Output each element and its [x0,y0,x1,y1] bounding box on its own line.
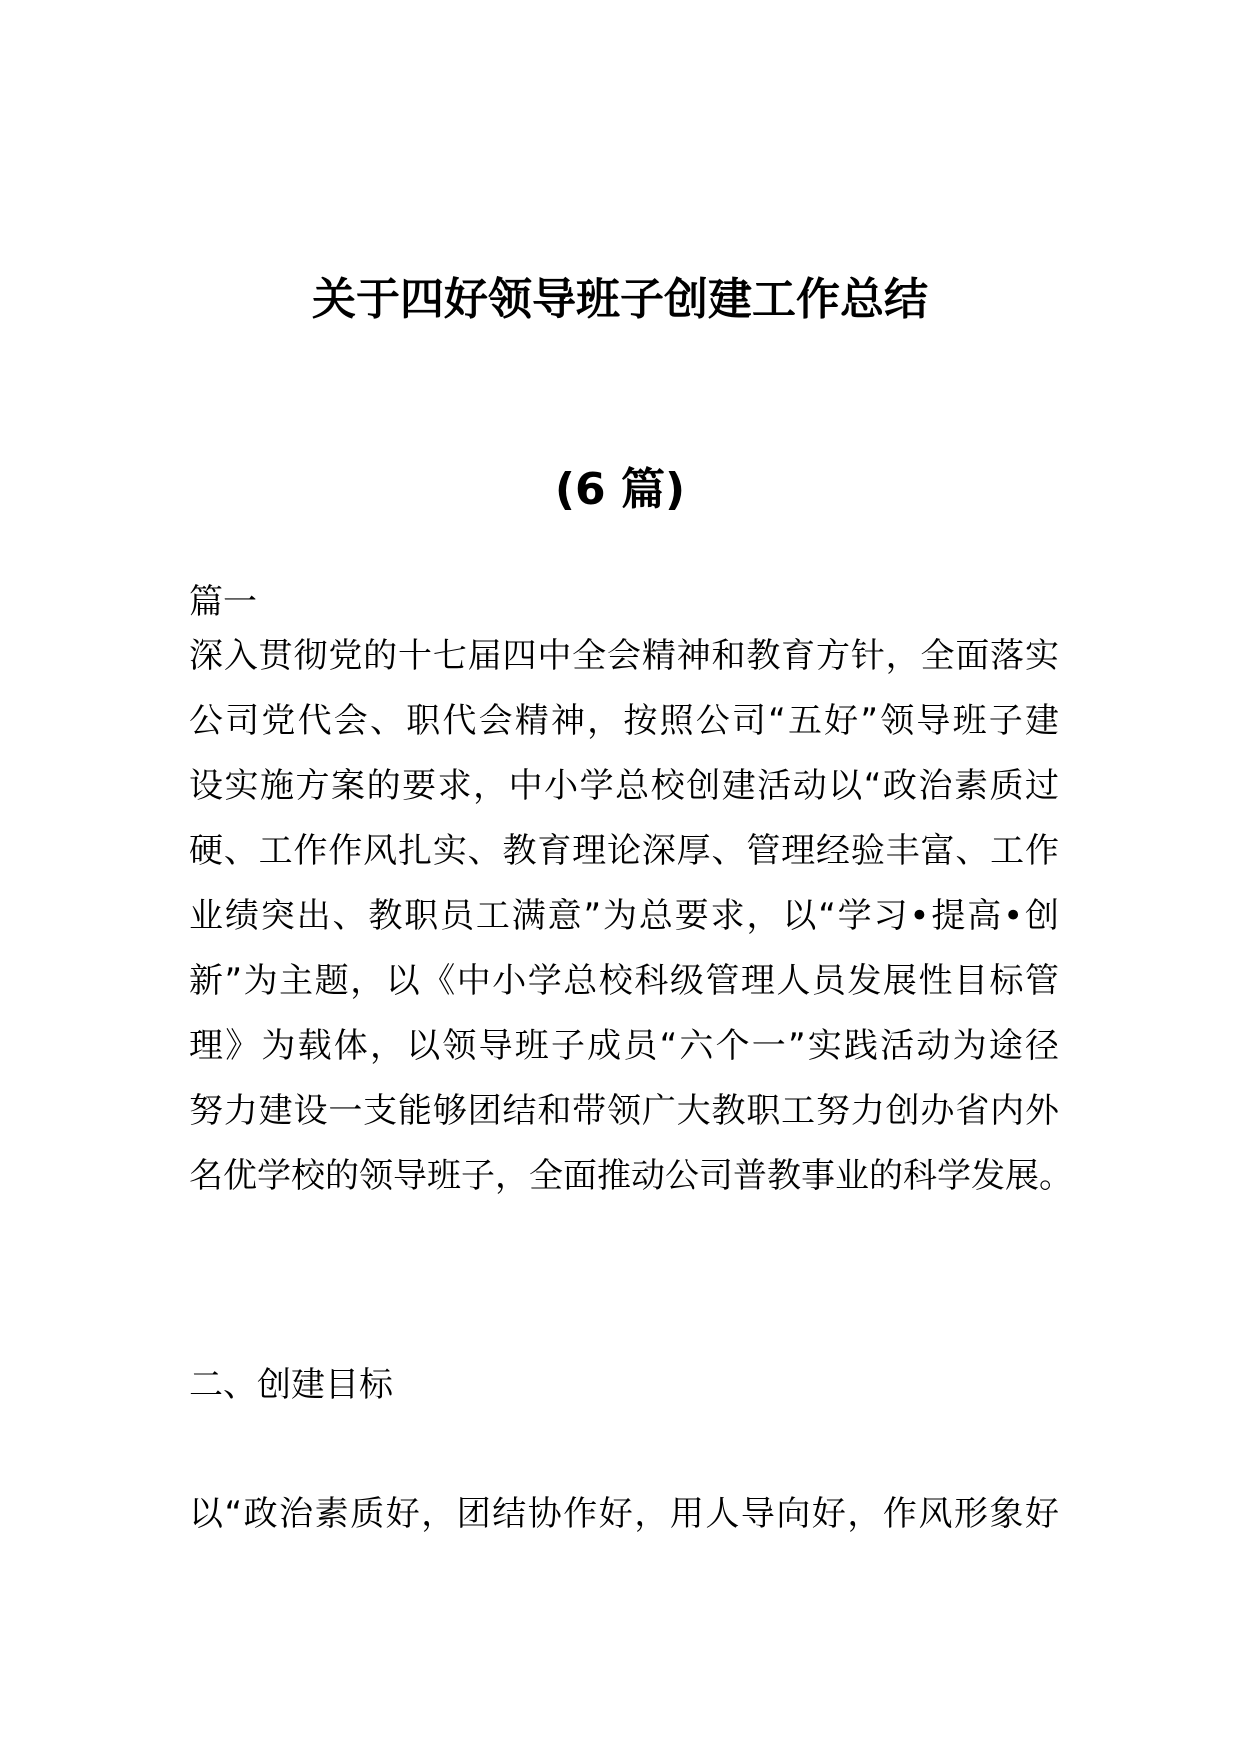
paragraph-line: 硬、工作作风扎实、教育理论深厚、管理经验丰富、工作 [189,831,1059,871]
paragraph-line: 理》为载体，以领导班子成员“六个一”实践活动为途径 [189,1026,1059,1066]
paragraph-line: 公司党代会、职代会精神，按照公司“五好”领导班子建 [189,701,1059,741]
paragraph-line: 深入贯彻党的十七届四中全会精神和教育方针，全面落实 [189,636,1059,676]
paragraph-line: 业绩突出、教职员工满意”为总要求，以“学习•提高•创 [189,896,1059,936]
paragraph-line: 以“政治素质好，团结协作好，用人导向好，作风形象好 [189,1494,1059,1534]
document-subtitle: (6 篇) [554,464,686,515]
section-heading-2-text: 二、创建目标 [189,1365,393,1405]
paragraph-2 [189,1482,1059,1547]
paragraph-line: 设实施方案的要求，中小学总校创建活动以“政治素质过 [189,766,1059,806]
paragraph-1 [189,624,1073,1209]
section-label-text: 篇一 [189,582,257,622]
paragraph-line: 努力建设一支能够团结和带领广大教职工努力创办省内外 [189,1091,1059,1131]
section-heading-2 [189,1353,1059,1418]
paragraph-line: 名优学校的领导班子，全面推动公司普教事业的科学发展。 [189,1156,1073,1196]
paragraph-line: 新”为主题，以《中小学总校科级管理人员发展性目标管 [189,961,1059,1001]
document-title: 关于四好领导班子创建工作总结 [312,274,928,325]
